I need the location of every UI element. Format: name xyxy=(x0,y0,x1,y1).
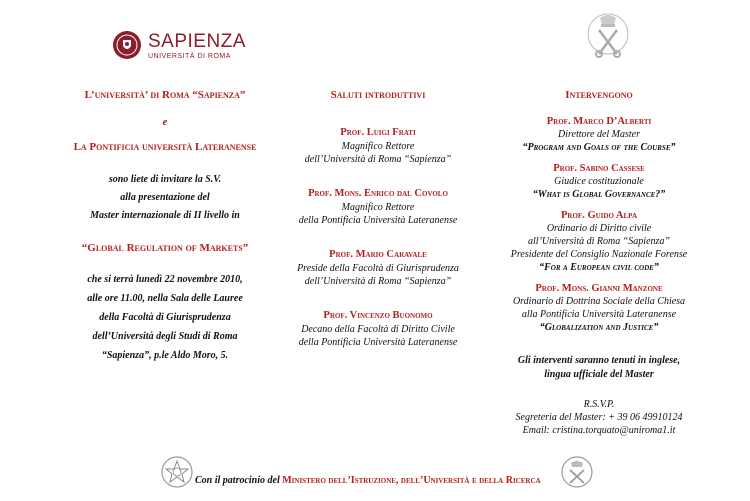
speakers-heading: Intervengono xyxy=(565,89,633,101)
speaker-block xyxy=(278,308,478,349)
note-line: lingua ufficiale del Master xyxy=(544,369,654,380)
speaker-role: Decano della Facoltà di Diritto Civile xyxy=(301,324,455,335)
speaker-role: Ordinario di Diritto civile xyxy=(546,223,652,234)
detail-line: della Facoltà di Giurisprudenza xyxy=(99,312,231,323)
speaker-block xyxy=(488,209,710,274)
speaker-topic: “Globalization and Justice” xyxy=(539,322,659,333)
speaker-role: all’Università di Roma “Sapienza” xyxy=(528,236,670,247)
invite-line: Master internazionale di II livello in xyxy=(90,210,240,221)
welcome-column xyxy=(278,88,478,349)
speaker-role: Preside della Facoltà di Giurisprudenza xyxy=(297,263,459,274)
ministry-name: Ministero dell’Istruzione, dell’Università e della Ricerca xyxy=(282,475,541,486)
speaker-block xyxy=(488,282,710,334)
detail-line: “Sapienza”, p.le Aldo Moro, 5. xyxy=(101,350,229,361)
university-lateranense: La Pontificia università Lateranense xyxy=(73,141,257,153)
detail-line: alle ore 11.00, nella Sala delle Lauree xyxy=(87,293,243,304)
sapienza-name: SAPIENZA xyxy=(148,31,246,52)
speaker-topic: “What is Global Governance?” xyxy=(532,189,666,200)
speaker-name: Prof. Mons. Enrico dal Covolo xyxy=(308,188,448,199)
speaker-role: dell’Università di Roma “Sapienza” xyxy=(304,276,452,287)
speaker-block xyxy=(278,247,478,288)
sapienza-logo xyxy=(112,30,252,64)
speaker-role: Giudice costituzionale xyxy=(554,176,644,187)
speaker-block xyxy=(488,162,710,201)
invite-text xyxy=(40,171,290,225)
speaker-role: della Pontificia Università Lateranense xyxy=(298,215,458,226)
speaker-topic: “For a European civil code” xyxy=(539,262,659,273)
invitation-column xyxy=(40,88,290,365)
welcome-heading: Saluti introduttivi xyxy=(330,89,426,101)
language-note xyxy=(488,354,710,382)
speaker-name: Prof. Guido Alpa xyxy=(561,210,637,221)
rsvp-block xyxy=(488,398,710,437)
detail-line: che si terrà lunedì 22 novembre 2010, xyxy=(87,274,243,285)
speaker-name: Prof. Mons. Gianni Manzone xyxy=(535,283,663,294)
invite-line: sono liete di invitare la S.V. xyxy=(108,174,222,185)
speaker-role: Ordinario di Dottrina Sociale della Chiesa xyxy=(512,296,686,307)
speaker-name: Prof. Marco D’Alberti xyxy=(546,116,652,127)
speaker-name: Prof. Sabino Cassese xyxy=(553,163,645,174)
speaker-role: Presidente del Consiglio Nazionale Forense xyxy=(510,249,688,260)
speaker-role: della Pontificia Università Lateranense xyxy=(298,337,458,348)
italian-republic-emblem-icon xyxy=(160,455,194,489)
patronage-prefix: Con il patrocinio del xyxy=(195,475,283,486)
event-details xyxy=(40,270,290,365)
speaker-role: alla Pontificia Università Lateranense xyxy=(521,309,677,320)
footer xyxy=(0,455,750,491)
speaker-name: Prof. Vincenzo Buonomo xyxy=(323,310,433,321)
patronage-text xyxy=(195,475,541,487)
speaker-role: Direttore del Master xyxy=(557,129,641,140)
speaker-name: Prof. Mario Caravale xyxy=(329,249,427,260)
pontifical-emblem-icon xyxy=(560,455,594,489)
sapienza-seal-icon xyxy=(112,30,142,60)
speaker-block xyxy=(488,115,710,154)
speaker-name: Prof. Luigi Frati xyxy=(340,127,416,138)
invite-line: alla presentazione del xyxy=(120,192,210,203)
sapienza-wordmark xyxy=(148,32,246,61)
rsvp-email[interactable]: Email: cristina.torquato@uniroma1.it xyxy=(522,425,676,436)
master-title: “Global Regulation of Markets” xyxy=(81,242,249,254)
sapienza-subtitle: UNIVERSITÀ DI ROMA xyxy=(148,53,231,60)
speaker-role: Magnifico Rettore xyxy=(341,202,415,213)
detail-line: dell’Università degli Studi di Roma xyxy=(92,331,238,342)
rsvp-label: R.S.V.P. xyxy=(583,399,615,410)
note-line: Gli interventi saranno tenuti in inglese, xyxy=(517,355,681,366)
university-sapienza: L’università’ di Roma “Sapienza” xyxy=(84,89,246,101)
speaker-role: Magnifico Rettore xyxy=(341,141,415,152)
pontifical-keys-seal-icon xyxy=(583,10,633,70)
speakers-column xyxy=(488,88,710,437)
speaker-role: dell’Università di Roma “Sapienza” xyxy=(304,154,452,165)
rsvp-phone: Segreteria del Master: + 39 06 49910124 xyxy=(515,412,683,423)
speaker-block xyxy=(278,125,478,166)
speaker-block xyxy=(278,186,478,227)
conjunction: e xyxy=(162,116,168,128)
speaker-topic: “Program and Goals of the Course” xyxy=(522,142,676,153)
